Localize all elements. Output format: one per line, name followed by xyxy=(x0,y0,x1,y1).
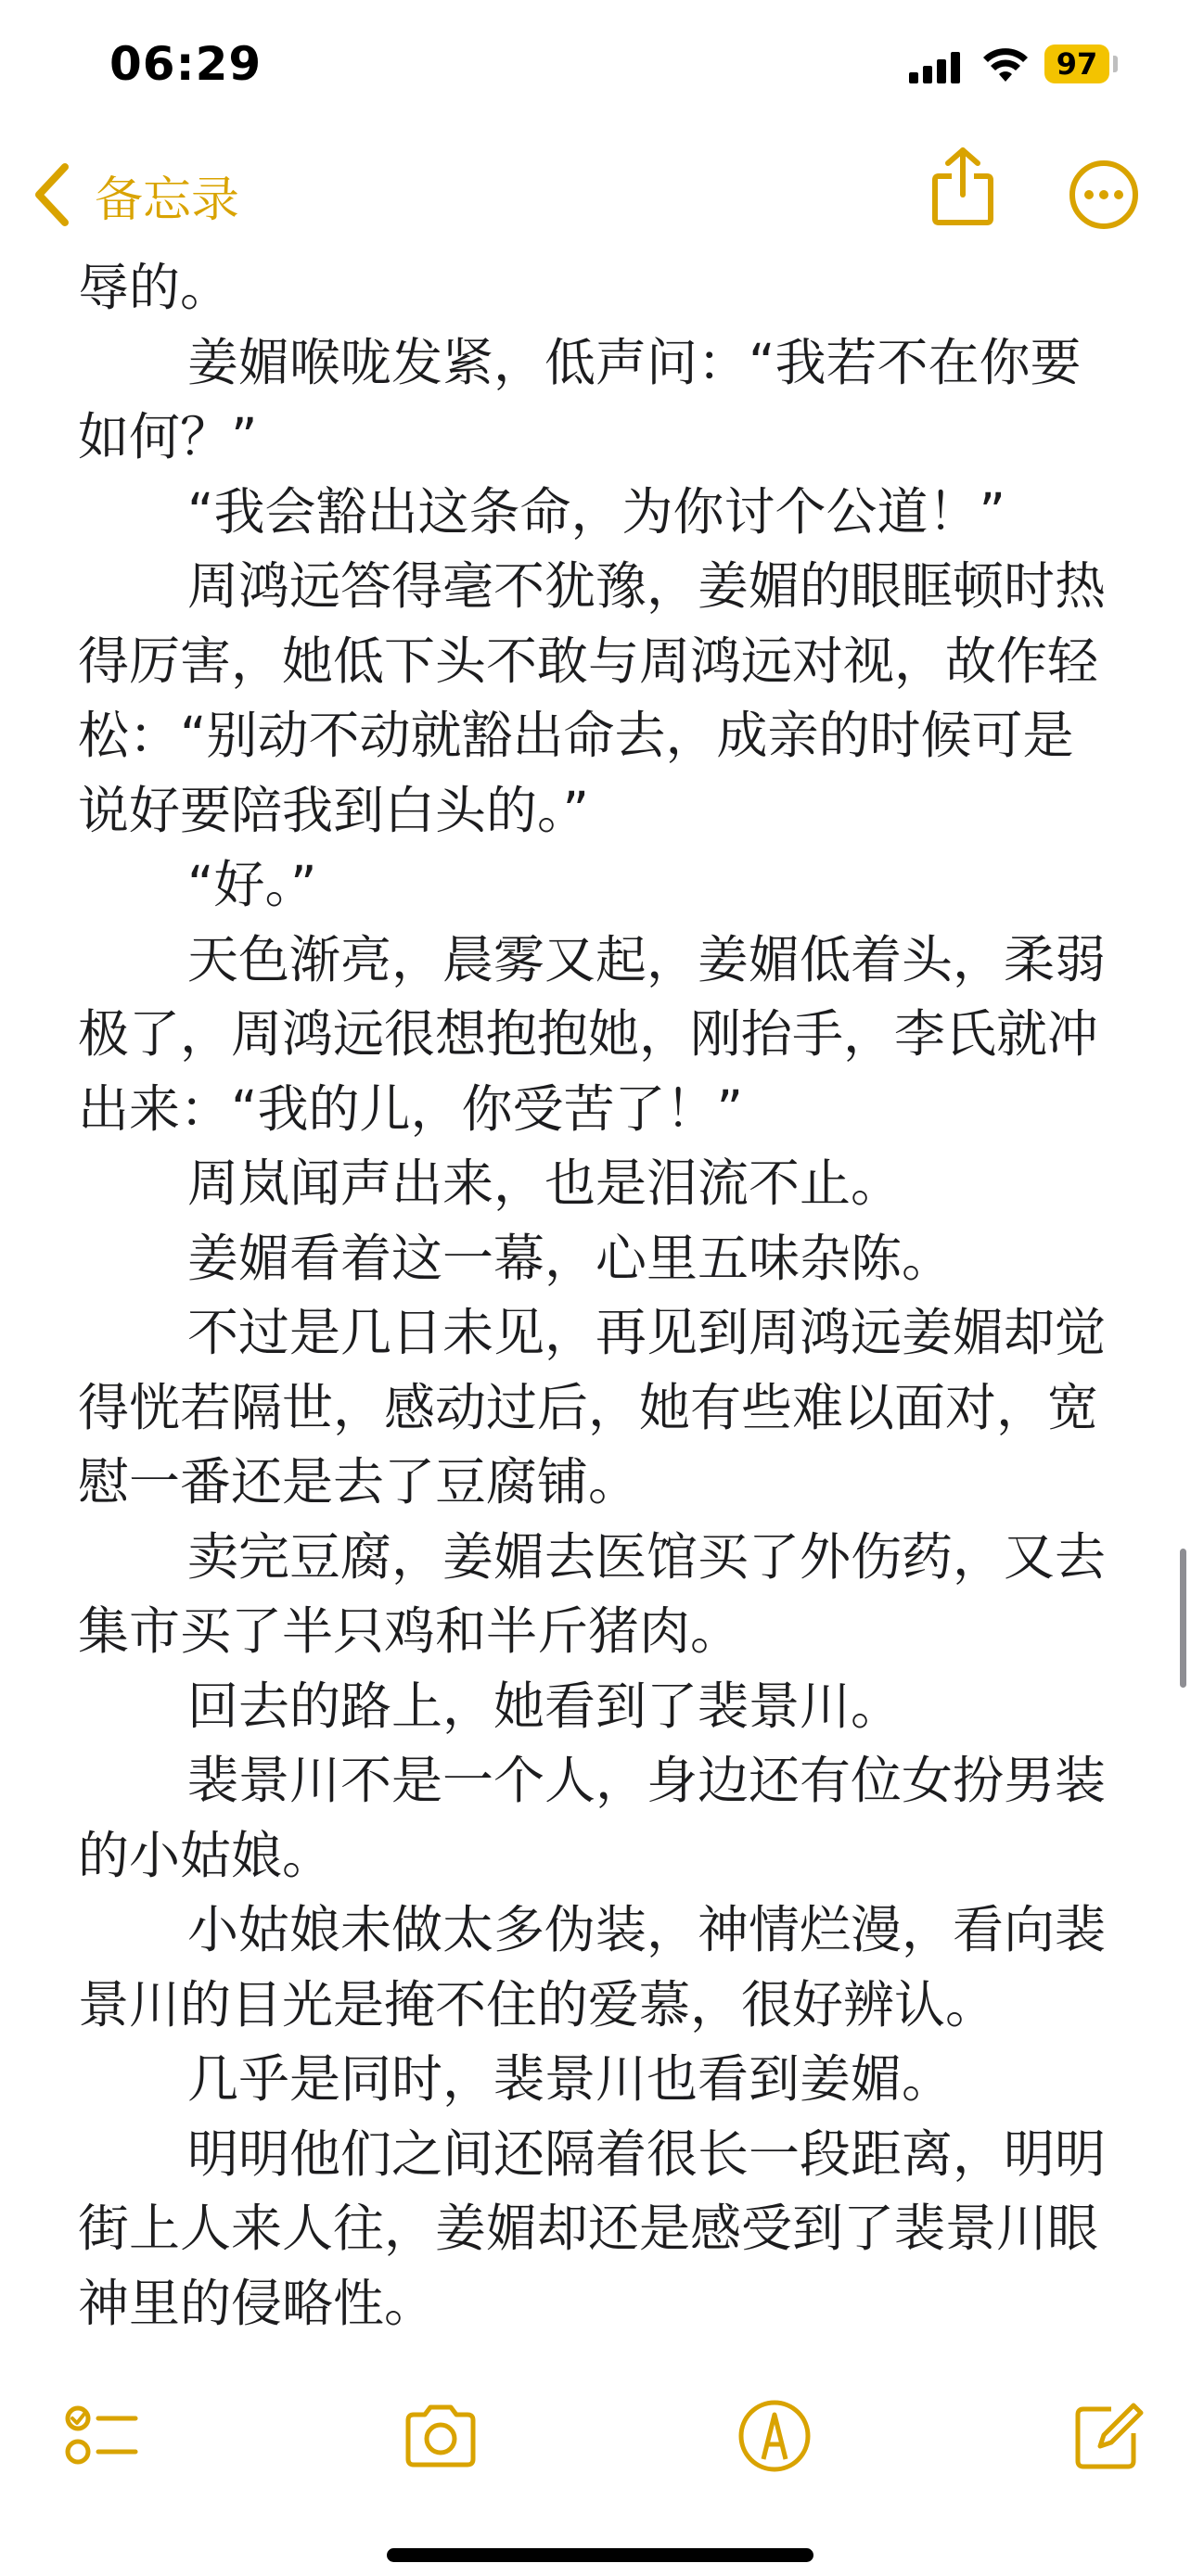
note-paragraph: 卖完豆腐，姜媚去医馆买了外伤药，又去集市买了半只鸡和半斤猪肉。 xyxy=(78,1526,1107,1661)
note-paragraph: 小姑娘未做太多伪装，神情烂漫，看向裴景川的目光是掩不住的爱慕，很好辨认。 xyxy=(78,1900,1107,2034)
share-icon[interactable] xyxy=(929,147,996,226)
status-bar xyxy=(0,0,1191,139)
note-paragraph: “好。” xyxy=(187,855,317,914)
battery-level: 97 xyxy=(1044,45,1109,83)
cellular-signal-icon xyxy=(909,52,965,83)
nav-bar xyxy=(0,139,1191,250)
more-icon[interactable] xyxy=(1069,159,1139,230)
note-paragraph: 辱的。 xyxy=(78,258,232,317)
markup-pen-icon xyxy=(733,2394,816,2478)
back-button[interactable] xyxy=(32,158,239,232)
battery-nub xyxy=(1113,56,1118,72)
note-paragraph: 不过是几日未见，再见到周鸿远姜媚却觉得恍若隔世，感动过后，她有些难以面对，宽慰一番还是去了豆腐铺。 xyxy=(78,1303,1107,1511)
note-paragraph: 周岚闻声出来，也是泪流不止。 xyxy=(187,1154,903,1213)
note-paragraph: 姜媚喉咙发紧，低声问：“我若不在你要如何？” xyxy=(78,332,1082,466)
note-paragraph: 明明他们之间还隔着很长一段距离，明明街上人来人往，姜媚却还是感受到了裴景川眼神里的侵略性。 xyxy=(78,2123,1107,2333)
bottom-toolbar xyxy=(0,2355,1191,2576)
markup-button[interactable] xyxy=(733,2394,816,2478)
status-time: 06:29 xyxy=(109,37,263,91)
camera-button[interactable] xyxy=(399,2394,482,2478)
note-paragraph: 几乎是同时，裴景川也看到姜媚。 xyxy=(187,2049,954,2109)
compose-button[interactable] xyxy=(1065,2394,1148,2478)
note-body[interactable] xyxy=(78,250,1117,2340)
camera-icon xyxy=(399,2394,482,2478)
checklist-button[interactable] xyxy=(59,2394,143,2478)
compose-icon xyxy=(1065,2394,1148,2478)
chevron-left-icon xyxy=(32,161,74,228)
scroll-indicator[interactable] xyxy=(1180,1549,1186,1688)
note-paragraph: “我会豁出这条命，为你讨个公道！” xyxy=(187,481,1005,542)
note-paragraph: 周鸿远答得毫不犹豫，姜媚的眼眶顿时热得厉害，她低下头不敢与周鸿远对视，故作轻松：“别动不动就豁出命去，成亲的时候可是说好要陪我到白头的。” xyxy=(78,556,1107,840)
note-paragraph: 天色渐亮，晨雾又起，姜媚低着头，柔弱极了，周鸿远很想抱抱她，刚抬手，李氏就冲出来：“我的儿，你受苦了！” xyxy=(78,929,1107,1139)
wifi-icon xyxy=(981,46,1030,83)
note-paragraph: 回去的路上，她看到了裴景川。 xyxy=(187,1676,903,1736)
back-label: 备忘录 xyxy=(95,172,240,228)
home-indicator[interactable] xyxy=(387,2548,813,2562)
note-paragraph: 姜媚看着这一幕，心里五味杂陈。 xyxy=(187,1228,954,1288)
checklist-icon xyxy=(59,2394,143,2478)
note-paragraph: 裴景川不是一个人，身边还有位女扮男装的小姑娘。 xyxy=(78,1751,1107,1885)
